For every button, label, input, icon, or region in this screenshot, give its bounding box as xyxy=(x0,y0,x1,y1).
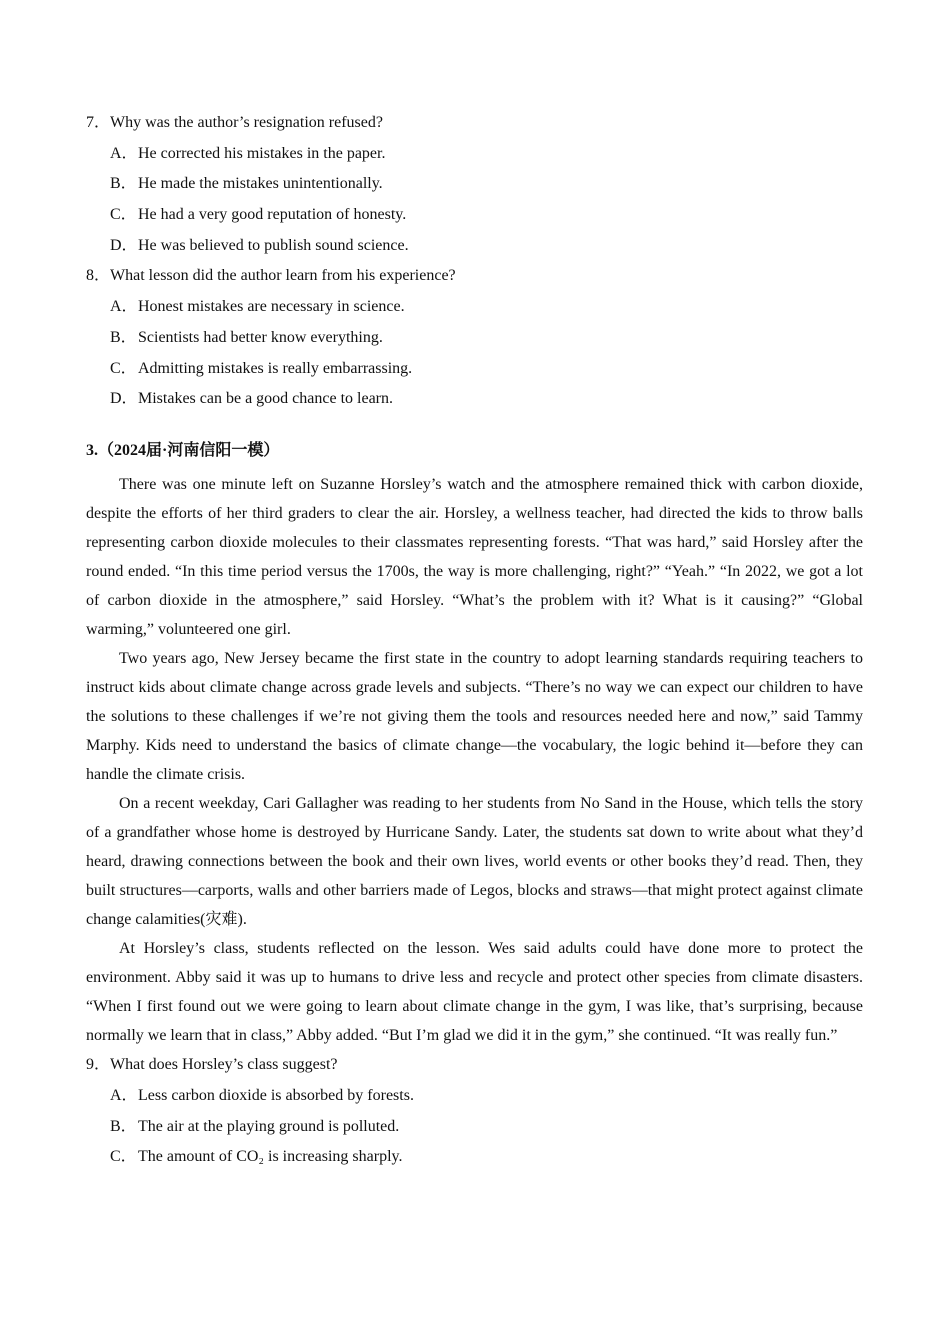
option-7b xyxy=(86,173,863,195)
option-8a xyxy=(86,296,863,318)
option-letter: B． xyxy=(110,328,137,346)
option-text: The amount of CO₂ is increasing sharply. xyxy=(138,1148,403,1166)
section-heading: 3.（2024届·河南信阳一模） xyxy=(86,442,280,460)
option-text: The air at the playing ground is polluted. xyxy=(138,1117,400,1135)
option-text: Admitting mistakes is really embarrassing. xyxy=(138,359,413,377)
option-9b xyxy=(86,1116,863,1138)
option-8c xyxy=(86,358,863,380)
option-letter: C． xyxy=(110,1148,137,1166)
option-letter: A． xyxy=(110,298,138,316)
question-8 xyxy=(86,265,863,287)
option-7d xyxy=(86,235,863,257)
passage-paragraph-1: There was one minute left on Suzanne Horsley’s watch and the atmosphere remained thick with carbon dioxide, despite the efforts of her third graders to clear the air. Horsley, a wellness teacher, had directed the kids to throw balls representing carbon dioxide molecules to their classmates representing forests. “That was hard,” said Horsley after the round ended. “In this time period versus the 1700s, the way is more challenging, right?” “Yeah.” “In 2022, we got a lot of carbon dioxide in the atmosphere,” said Horsley. “What’s the problem with it? What is it causing?” “Global warming,” volunteered one girl. xyxy=(86,476,863,639)
option-letter: D． xyxy=(110,390,138,408)
question-number: 8． xyxy=(86,267,111,285)
question-text: Why was the author’s resignation refused? xyxy=(110,114,383,131)
option-letter: D． xyxy=(110,236,138,254)
option-text: He corrected his mistakes in the paper. xyxy=(138,144,386,162)
option-letter: A． xyxy=(110,1086,138,1104)
passage-paragraph-4: At Horsley’s class, students reflected on the lesson. Wes said adults could have done more to protect the environment. Abby said it was up to humans to drive less and recycle and protect other species from climate disasters. “When I first found out we were going to learn about climate change in the gym, I was like, that’s surprising, because normally we learn that in class,” Abby added. “But I’m glad we did it in the gym,” she continued. “It was really fun.” xyxy=(86,940,863,1045)
question-9 xyxy=(86,1054,863,1076)
option-letter: C． xyxy=(110,206,137,224)
question-number: 9． xyxy=(86,1056,111,1074)
option-text: He had a very good reputation of honesty. xyxy=(138,206,407,224)
passage-paragraph-2: Two years ago, New Jersey became the first state in the country to adopt learning standards requiring teachers to instruct kids about climate change across grade levels and subjects. “There’s no way we can expect our children to have the solutions to these challenges if we’re not giving them the tools and resources needed here and now,” said Tammy Marphy. Kids need to understand the basics of climate change—the vocabulary, the logic behind it—before they can handle the climate crisis. xyxy=(86,650,863,784)
option-letter: B． xyxy=(110,1117,137,1135)
option-text: Less carbon dioxide is absorbed by forests. xyxy=(138,1086,414,1104)
document-page xyxy=(86,112,863,1177)
option-7a xyxy=(86,143,863,165)
option-text: He made the mistakes unintentionally. xyxy=(138,175,383,193)
question-7 xyxy=(86,112,863,134)
option-letter: A． xyxy=(110,144,138,162)
option-8d xyxy=(86,388,863,410)
option-9a xyxy=(86,1085,863,1107)
option-text: Scientists had better know everything. xyxy=(138,328,383,346)
question-text: What lesson did the author learn from his experience? xyxy=(110,267,456,285)
question-9-block xyxy=(86,1054,863,1168)
question-text: What does Horsley’s class suggest? xyxy=(110,1056,338,1074)
option-text: Mistakes can be a good chance to learn. xyxy=(138,390,394,408)
option-8b xyxy=(86,327,863,349)
option-text: Honest mistakes are necessary in science. xyxy=(138,298,405,316)
question-number: 7． xyxy=(86,114,111,131)
passage-paragraph-3: On a recent weekday, Cari Gallagher was reading to her students from No Sand in the House, which tells the story of a grandfather whose home is destroyed by Hurricane Sandy. Later, the students sat down to write about what they’d heard, drawing connections between the book and their own lives, world events or other books they’d read. Then, they built structures—carports, walls and other barriers made of Legos, blocks and straws—that might protect against climate change calamities(灾难). xyxy=(86,795,863,929)
option-9c xyxy=(86,1146,863,1168)
option-letter: B． xyxy=(110,175,137,193)
option-7c xyxy=(86,204,863,226)
option-text: He was believed to publish sound science. xyxy=(138,236,409,254)
option-letter: C． xyxy=(110,359,137,377)
